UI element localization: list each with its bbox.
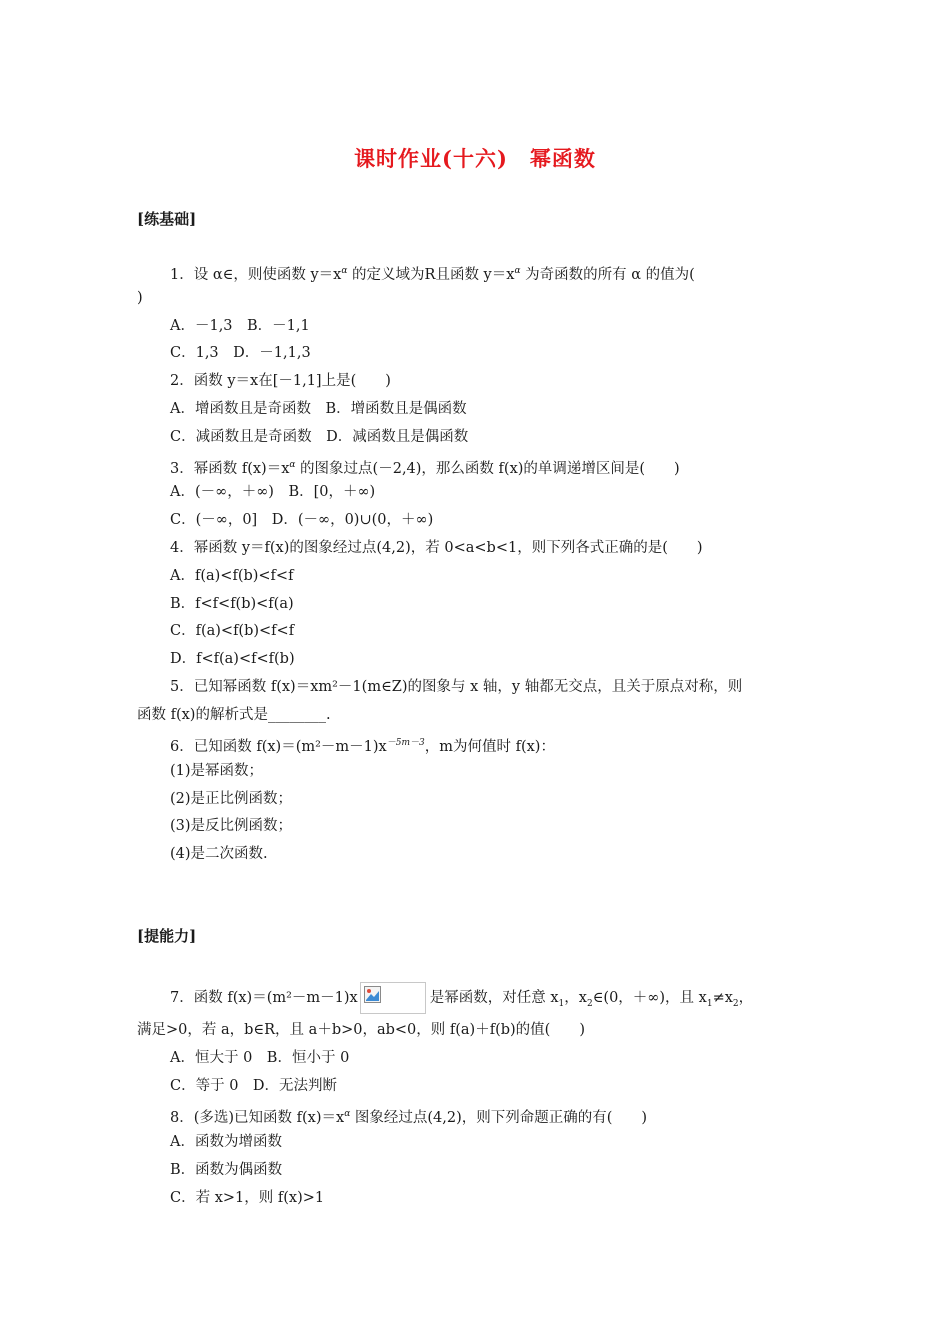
- question-7-stem-cont: 满足>0，若 a，b∈R，且 a＋b>0，ab<0，则 f(a)＋f(b)的值( ): [137, 1022, 585, 1038]
- section-advanced: [提能力]: [137, 927, 197, 945]
- question-2-options-ab: A．增函数且是奇函数 B．增函数且是偶函数: [170, 401, 467, 417]
- question-7-stem: 7．函数 f(x)＝(m²－m－1)x 是幂函数，对任意 $x_1$，$x_2\in(0$，＋∞)，且 $x_1\ne x_2$，: [170, 982, 753, 1019]
- question-2-options-cd: C．减函数且是奇函数 D．减函数且是偶函数: [170, 429, 469, 445]
- question-8-stem: 8．(多选)已知函数 $f(x)=x^\alpha$ 图象经过点(4,2)，则下列命题正确的有( ): [170, 1109, 648, 1126]
- section-basic: [练基础]: [137, 210, 197, 228]
- question-4-option-d: D．f<f(a)<f<f(b): [170, 651, 295, 667]
- question-1-stem: 1．设 α∈，则使函数 $y=x^\alpha$ 的定义域为R且函数 $y=x^\alpha$ 为奇函数的所有 α 的值为(: [170, 266, 695, 283]
- question-8-option-c: C．若 x>1，则 f(x)>1: [170, 1190, 325, 1206]
- question-7-options-ab: A．恒大于 0 B．恒小于 0: [170, 1050, 350, 1066]
- question-1-options-ab: A．－1,3 B．－1,1: [170, 318, 310, 334]
- question-1-options-cd: C．1,3 D．－1,1,3: [170, 345, 311, 361]
- question-4-option-b: B．f<f<f(b)<f(a): [170, 596, 294, 612]
- question-5-stem-end: 函数 f(x)的解析式是________.: [137, 707, 331, 723]
- question-6-part-2: (2)是正比例函数；: [170, 791, 293, 807]
- question-4-option-a: A．f(a)<f(b)<f<f: [170, 568, 294, 584]
- question-6-part-4: (4)是二次函数.: [170, 846, 268, 862]
- broken-image-icon: [360, 982, 426, 1014]
- question-4-option-c: C．f(a)<f(b)<f<f: [170, 623, 295, 639]
- question-6-part-1: (1)是幂函数；: [170, 763, 264, 779]
- question-6-stem: 6．已知函数 $f(x)=(m^2-m-1)x^{-5m-3}$，m为何值时 f(x)：: [170, 738, 555, 755]
- question-7-options-cd: C．等于 0 D．无法判断: [170, 1078, 338, 1094]
- question-4-stem: 4．幂函数 y＝f(x)的图象经过点(4,2)，若 0<a<b<1，则下列各式正确的是( ): [170, 540, 703, 556]
- question-3-stem: 3．幂函数 $f(x)=x^\alpha$ 的图象过点(－2,4)，那么函数 f(x)的单调递增区间是( ): [170, 460, 680, 477]
- question-8-option-b: B．函数为偶函数: [170, 1162, 283, 1178]
- question-3-options-ab: A．(－∞，＋∞) B．[0，＋∞): [170, 484, 376, 500]
- question-6-part-3: (3)是反比例函数；: [170, 818, 293, 834]
- question-3-options-cd: C．(－∞，0] D．(－∞，0)∪(0，＋∞): [170, 512, 434, 528]
- question-1-stem-end: ): [137, 290, 143, 306]
- page-title: 课时作业(十六) 幂函数: [354, 146, 596, 171]
- question-2-stem: 2．函数 y＝x在[－1,1]上是( ): [170, 373, 391, 389]
- question-8-option-a: A．函数为增函数: [170, 1134, 282, 1150]
- question-5-stem: 5．已知幂函数 f(x)＝xm²－1(m∈Z)的图象与 x 轴，y 轴都无交点，且关于原点对称，则: [170, 679, 743, 695]
